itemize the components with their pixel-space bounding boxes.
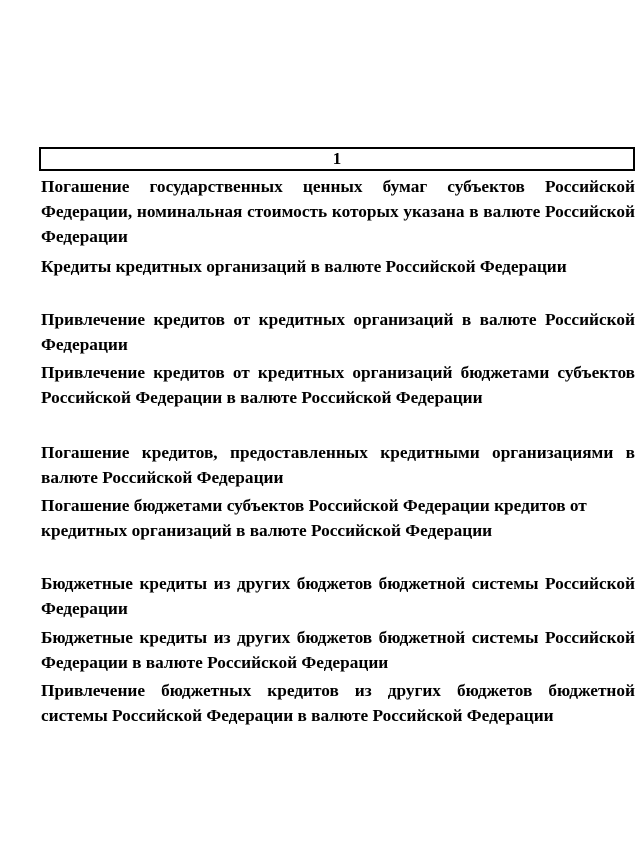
table-row: Привлечение кредитов от кредитных организаций в валюте Российской Федерации <box>41 310 635 354</box>
table-row: Погашение кредитов, предоставленных кредитными организациями в валюте Российской Федерации <box>41 443 635 487</box>
table-row: Привлечение бюджетных кредитов из других бюджетов бюджетной системы Российской Федерации в валюте Российской Федерации <box>41 681 635 725</box>
table-row: Бюджетные кредиты из других бюджетов бюджетной системы Российской Федерации <box>41 574 635 618</box>
table-row: Привлечение кредитов от кредитных организаций бюджетами субъектов Российской Федерации в валюте Российской Федерации <box>41 363 635 407</box>
table-row: Погашение государственных ценных бумаг субъектов Российской Федерации, номинальная стоимость которых указана в валюте Российской Федерации <box>41 177 635 246</box>
table-row: Погашение бюджетами субъектов Российской Федерации кредитов от кредитных организаций в валюте Российской Федерации <box>41 496 587 540</box>
table-row: Кредиты кредитных организаций в валюте Российской Федерации <box>41 257 567 276</box>
table-column-header: 1 <box>39 147 635 171</box>
table-row: Бюджетные кредиты из других бюджетов бюджетной системы Российской Федерации в валюте Российской Федерации <box>41 628 635 672</box>
